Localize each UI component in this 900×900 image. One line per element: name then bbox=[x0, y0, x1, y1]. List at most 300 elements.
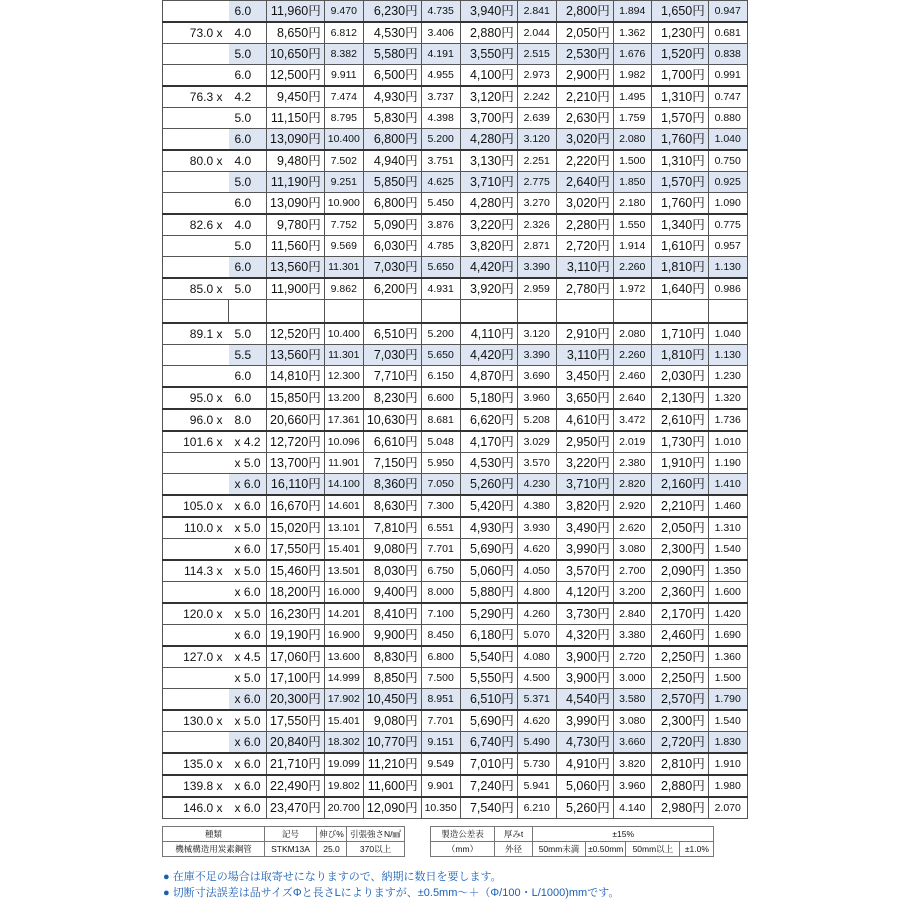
price-cell: 11,150円 bbox=[267, 108, 325, 129]
empty-cell bbox=[363, 300, 421, 324]
weight-cell: 10.400 bbox=[324, 129, 363, 151]
weight-cell: 3.820 bbox=[613, 753, 651, 775]
weight-cell: 1.500 bbox=[708, 668, 747, 689]
price-cell: 4,610円 bbox=[556, 409, 613, 431]
price-cell: 20,300円 bbox=[267, 689, 325, 711]
table-row bbox=[163, 797, 748, 819]
weight-cell: 7.701 bbox=[421, 539, 460, 561]
weight-cell: 1.540 bbox=[708, 710, 747, 732]
price-cell: 2,800円 bbox=[556, 1, 613, 23]
empty-cell bbox=[324, 300, 363, 324]
weight-cell: 1.410 bbox=[708, 474, 747, 496]
weight-cell: 5.490 bbox=[517, 732, 556, 754]
price-cell: 2,360円 bbox=[651, 582, 708, 604]
weight-cell: 9.549 bbox=[421, 753, 460, 775]
price-cell: 11,190円 bbox=[267, 172, 325, 193]
table-row bbox=[163, 278, 748, 300]
price-cell: 4,530円 bbox=[460, 453, 517, 474]
price-cell: 5,060円 bbox=[460, 560, 517, 582]
note-cut-tolerance bbox=[163, 884, 619, 900]
weight-cell: 7.500 bbox=[421, 668, 460, 689]
price-cell: 1,710円 bbox=[651, 323, 708, 345]
price-cell: 2,280円 bbox=[556, 214, 613, 236]
weight-cell: 1.676 bbox=[613, 44, 651, 65]
thickness-cell: x 5.0 bbox=[229, 517, 267, 539]
price-cell: 20,660円 bbox=[267, 409, 325, 431]
bullet-icon: ● bbox=[163, 871, 170, 883]
price-cell: 2,050円 bbox=[651, 517, 708, 539]
outer-diameter-cell: 120.0 x bbox=[163, 603, 229, 625]
weight-cell: 2.080 bbox=[613, 129, 651, 151]
note-stock-text: 在庫不足の場合は取寄せになりますので、納期に数日を要します。 bbox=[172, 871, 502, 883]
table-row bbox=[163, 474, 748, 496]
price-cell: 17,550円 bbox=[267, 710, 325, 732]
outer-diameter-cell: 105.0 x bbox=[163, 495, 229, 517]
price-cell: 6,180円 bbox=[460, 625, 517, 647]
price-cell: 7,710円 bbox=[363, 366, 421, 388]
spec-kind-value: 機械構造用炭素鋼管 bbox=[163, 842, 265, 857]
empty-cell bbox=[651, 300, 708, 324]
weight-cell: 0.838 bbox=[708, 44, 747, 65]
table-row bbox=[163, 257, 748, 279]
price-cell: 2,640円 bbox=[556, 172, 613, 193]
thickness-cell: x 6.0 bbox=[229, 753, 267, 775]
weight-cell: 0.947 bbox=[708, 1, 747, 23]
weight-cell: 10.400 bbox=[324, 323, 363, 345]
price-cell: 8,360円 bbox=[363, 474, 421, 496]
price-cell: 13,560円 bbox=[267, 345, 325, 366]
table-row bbox=[163, 732, 748, 754]
price-cell: 1,650円 bbox=[651, 1, 708, 23]
price-cell: 7,030円 bbox=[363, 345, 421, 366]
weight-cell: 6.812 bbox=[324, 22, 363, 44]
table-row bbox=[163, 409, 748, 431]
weight-cell: 2.044 bbox=[517, 22, 556, 44]
weight-cell: 5.730 bbox=[517, 753, 556, 775]
table-row bbox=[163, 1, 748, 23]
weight-cell: 1.982 bbox=[613, 65, 651, 87]
weight-cell: 6.551 bbox=[421, 517, 460, 539]
weight-cell: 3.580 bbox=[613, 689, 651, 711]
weight-cell: 1.550 bbox=[613, 214, 651, 236]
outer-diameter-cell: 135.0 x bbox=[163, 753, 229, 775]
price-cell: 16,110円 bbox=[267, 474, 325, 496]
weight-cell: 12.300 bbox=[324, 366, 363, 388]
note-stock bbox=[163, 868, 502, 884]
weight-cell: 1.040 bbox=[708, 129, 747, 151]
weight-cell: 1.759 bbox=[613, 108, 651, 129]
table-row bbox=[163, 646, 748, 668]
tol-under-value: ±0.50mm bbox=[586, 842, 626, 857]
outer-diameter-cell: 80.0 x bbox=[163, 150, 229, 172]
empty-cell bbox=[267, 300, 325, 324]
outer-diameter-cell bbox=[163, 453, 229, 474]
price-cell: 3,730円 bbox=[556, 603, 613, 625]
weight-cell: 2.019 bbox=[613, 431, 651, 453]
thickness-cell: x 6.0 bbox=[229, 582, 267, 604]
spec-kind-label: 種類 bbox=[163, 827, 265, 842]
thickness-cell: 6.0 bbox=[229, 387, 267, 409]
weight-cell: 2.180 bbox=[613, 193, 651, 215]
outer-diameter-cell: 139.8 x bbox=[163, 775, 229, 797]
thickness-cell: 4.0 bbox=[229, 214, 267, 236]
weight-cell: 0.925 bbox=[708, 172, 747, 193]
price-cell: 3,920円 bbox=[460, 278, 517, 300]
weight-cell: 3.737 bbox=[421, 86, 460, 108]
weight-cell: 2.973 bbox=[517, 65, 556, 87]
weight-cell: 2.326 bbox=[517, 214, 556, 236]
table-row bbox=[163, 668, 748, 689]
thickness-cell: 4.0 bbox=[229, 150, 267, 172]
table-row bbox=[163, 603, 748, 625]
weight-cell: 2.700 bbox=[613, 560, 651, 582]
price-cell: 6,200円 bbox=[363, 278, 421, 300]
weight-cell: 11.301 bbox=[324, 345, 363, 366]
weight-cell: 0.991 bbox=[708, 65, 747, 87]
price-cell: 2,720円 bbox=[556, 236, 613, 257]
table-row bbox=[163, 539, 748, 561]
weight-cell: 4.230 bbox=[517, 474, 556, 496]
weight-cell: 2.380 bbox=[613, 453, 651, 474]
thickness-cell: 8.0 bbox=[229, 409, 267, 431]
thickness-cell: 6.0 bbox=[229, 1, 267, 23]
tol-pct: ±15% bbox=[533, 827, 714, 842]
thickness-cell: x 6.0 bbox=[229, 797, 267, 819]
price-cell: 11,600円 bbox=[363, 775, 421, 797]
weight-cell: 2.242 bbox=[517, 86, 556, 108]
price-cell: 4,540円 bbox=[556, 689, 613, 711]
price-cell: 5,690円 bbox=[460, 539, 517, 561]
outer-diameter-cell bbox=[163, 1, 229, 23]
weight-cell: 0.986 bbox=[708, 278, 747, 300]
weight-cell: 2.260 bbox=[613, 345, 651, 366]
price-cell: 5,580円 bbox=[363, 44, 421, 65]
price-cell: 6,510円 bbox=[363, 323, 421, 345]
price-cell: 13,560円 bbox=[267, 257, 325, 279]
price-cell: 5,540円 bbox=[460, 646, 517, 668]
weight-cell: 1.460 bbox=[708, 495, 747, 517]
price-cell: 4,170円 bbox=[460, 431, 517, 453]
price-cell: 12,500円 bbox=[267, 65, 325, 87]
outer-diameter-cell bbox=[163, 625, 229, 647]
weight-cell: 8.000 bbox=[421, 582, 460, 604]
thickness-cell: 6.0 bbox=[229, 366, 267, 388]
weight-cell: 3.390 bbox=[517, 257, 556, 279]
price-cell: 6,230円 bbox=[363, 1, 421, 23]
weight-cell: 17.361 bbox=[324, 409, 363, 431]
outer-diameter-cell bbox=[163, 539, 229, 561]
price-cell: 2,090円 bbox=[651, 560, 708, 582]
price-cell: 6,500円 bbox=[363, 65, 421, 87]
price-cell: 1,700円 bbox=[651, 65, 708, 87]
outer-diameter-cell: 101.6 x bbox=[163, 431, 229, 453]
weight-cell: 11.301 bbox=[324, 257, 363, 279]
weight-cell: 4.260 bbox=[517, 603, 556, 625]
empty-cell bbox=[613, 300, 651, 324]
weight-cell: 14.201 bbox=[324, 603, 363, 625]
price-cell: 5,060円 bbox=[556, 775, 613, 797]
price-cell: 1,310円 bbox=[651, 150, 708, 172]
over50-label: 50mm以上 bbox=[626, 842, 680, 857]
weight-cell: 3.960 bbox=[613, 775, 651, 797]
weight-cell: 14.999 bbox=[324, 668, 363, 689]
weight-cell: 8.795 bbox=[324, 108, 363, 129]
outer-label: 外径 bbox=[495, 842, 533, 857]
thickness-cell: x 5.0 bbox=[229, 668, 267, 689]
weight-cell: 5.208 bbox=[517, 409, 556, 431]
weight-cell: 15.401 bbox=[324, 710, 363, 732]
outer-diameter-cell: 73.0 x bbox=[163, 22, 229, 44]
price-cell: 6,620円 bbox=[460, 409, 517, 431]
price-cell: 5,260円 bbox=[556, 797, 613, 819]
spec-header-row bbox=[163, 827, 714, 842]
price-cell: 7,810円 bbox=[363, 517, 421, 539]
weight-cell: 2.775 bbox=[517, 172, 556, 193]
price-cell: 2,170円 bbox=[651, 603, 708, 625]
weight-cell: 13.101 bbox=[324, 517, 363, 539]
weight-cell: 3.390 bbox=[517, 345, 556, 366]
table-row bbox=[163, 517, 748, 539]
price-cell: 6,510円 bbox=[460, 689, 517, 711]
table-row bbox=[163, 625, 748, 647]
price-cell: 4,420円 bbox=[460, 257, 517, 279]
weight-cell: 8.681 bbox=[421, 409, 460, 431]
outer-diameter-cell: 146.0 x bbox=[163, 797, 229, 819]
price-cell: 2,250円 bbox=[651, 646, 708, 668]
weight-cell: 2.251 bbox=[517, 150, 556, 172]
weight-cell: 1.500 bbox=[613, 150, 651, 172]
weight-cell: 4.800 bbox=[517, 582, 556, 604]
weight-cell: 1.350 bbox=[708, 560, 747, 582]
price-cell: 1,810円 bbox=[651, 345, 708, 366]
price-cell: 3,710円 bbox=[460, 172, 517, 193]
price-cell: 2,210円 bbox=[651, 495, 708, 517]
price-cell: 1,340円 bbox=[651, 214, 708, 236]
price-cell: 1,730円 bbox=[651, 431, 708, 453]
outer-diameter-cell bbox=[163, 474, 229, 496]
price-cell: 5,090円 bbox=[363, 214, 421, 236]
weight-cell: 0.880 bbox=[708, 108, 747, 129]
weight-cell: 1.310 bbox=[708, 517, 747, 539]
thickness-cell: 6.0 bbox=[229, 65, 267, 87]
thickness-cell: 5.0 bbox=[229, 278, 267, 300]
weight-cell: 13.600 bbox=[324, 646, 363, 668]
price-cell: 4,120円 bbox=[556, 582, 613, 604]
price-cell: 3,990円 bbox=[556, 539, 613, 561]
weight-cell: 1.540 bbox=[708, 539, 747, 561]
spec-table bbox=[162, 826, 714, 857]
price-cell: 3,220円 bbox=[460, 214, 517, 236]
weight-cell: 7.300 bbox=[421, 495, 460, 517]
price-cell: 13,090円 bbox=[267, 193, 325, 215]
price-cell: 2,220円 bbox=[556, 150, 613, 172]
price-cell: 1,570円 bbox=[651, 172, 708, 193]
price-cell: 8,410円 bbox=[363, 603, 421, 625]
price-cell: 2,980円 bbox=[651, 797, 708, 819]
weight-cell: 8.382 bbox=[324, 44, 363, 65]
weight-cell: 1.040 bbox=[708, 323, 747, 345]
outer-diameter-cell: 95.0 x bbox=[163, 387, 229, 409]
price-cell: 2,030円 bbox=[651, 366, 708, 388]
weight-cell: 5.941 bbox=[517, 775, 556, 797]
outer-diameter-cell: 82.6 x bbox=[163, 214, 229, 236]
weight-cell: 1.736 bbox=[708, 409, 747, 431]
price-cell: 15,460円 bbox=[267, 560, 325, 582]
weight-cell: 6.150 bbox=[421, 366, 460, 388]
price-cell: 4,320円 bbox=[556, 625, 613, 647]
price-cell: 3,490円 bbox=[556, 517, 613, 539]
weight-cell: 3.472 bbox=[613, 409, 651, 431]
price-cell: 4,100円 bbox=[460, 65, 517, 87]
weight-cell: 20.700 bbox=[324, 797, 363, 819]
price-cell: 5,550円 bbox=[460, 668, 517, 689]
weight-cell: 2.460 bbox=[613, 366, 651, 388]
price-cell: 3,700円 bbox=[460, 108, 517, 129]
price-cell: 7,030円 bbox=[363, 257, 421, 279]
table-row bbox=[163, 129, 748, 151]
weight-cell: 9.470 bbox=[324, 1, 363, 23]
price-cell: 8,630円 bbox=[363, 495, 421, 517]
table-row bbox=[163, 86, 748, 108]
weight-cell: 4.735 bbox=[421, 1, 460, 23]
price-cell: 5,420円 bbox=[460, 495, 517, 517]
thickness-cell: x 5.0 bbox=[229, 453, 267, 474]
price-cell: 2,530円 bbox=[556, 44, 613, 65]
price-cell: 3,820円 bbox=[460, 236, 517, 257]
weight-cell: 2.260 bbox=[613, 257, 651, 279]
weight-cell: 2.820 bbox=[613, 474, 651, 496]
weight-cell: 1.360 bbox=[708, 646, 747, 668]
weight-cell: 4.398 bbox=[421, 108, 460, 129]
spec-gap bbox=[405, 842, 431, 857]
outer-diameter-cell bbox=[163, 732, 229, 754]
price-cell: 7,540円 bbox=[460, 797, 517, 819]
price-cell: 17,060円 bbox=[267, 646, 325, 668]
weight-cell: 4.140 bbox=[613, 797, 651, 819]
weight-cell: 2.070 bbox=[708, 797, 747, 819]
weight-cell: 0.957 bbox=[708, 236, 747, 257]
outer-diameter-cell bbox=[163, 193, 229, 215]
weight-cell: 4.955 bbox=[421, 65, 460, 87]
weight-cell: 3.120 bbox=[517, 129, 556, 151]
price-cell: 5,880円 bbox=[460, 582, 517, 604]
weight-cell: 3.029 bbox=[517, 431, 556, 453]
thickness-cell: x 5.0 bbox=[229, 560, 267, 582]
price-cell: 7,010円 bbox=[460, 753, 517, 775]
thickness-cell: x 6.0 bbox=[229, 689, 267, 711]
weight-cell: 5.200 bbox=[421, 323, 460, 345]
price-cell: 16,230円 bbox=[267, 603, 325, 625]
weight-cell: 4.931 bbox=[421, 278, 460, 300]
price-cell: 3,020円 bbox=[556, 129, 613, 151]
price-cell: 3,900円 bbox=[556, 646, 613, 668]
price-cell: 2,900円 bbox=[556, 65, 613, 87]
weight-cell: 5.650 bbox=[421, 257, 460, 279]
table-row bbox=[163, 689, 748, 711]
weight-cell: 3.570 bbox=[517, 453, 556, 474]
price-cell: 22,490円 bbox=[267, 775, 325, 797]
price-cell: 15,850円 bbox=[267, 387, 325, 409]
price-cell: 12,720円 bbox=[267, 431, 325, 453]
weight-cell: 3.751 bbox=[421, 150, 460, 172]
weight-cell: 16.900 bbox=[324, 625, 363, 647]
price-cell: 3,220円 bbox=[556, 453, 613, 474]
table-row bbox=[163, 495, 748, 517]
price-cell: 8,830円 bbox=[363, 646, 421, 668]
weight-cell: 4.620 bbox=[517, 710, 556, 732]
weight-cell: 9.862 bbox=[324, 278, 363, 300]
price-cell: 2,880円 bbox=[460, 22, 517, 44]
thickness-cell: 4.0 bbox=[229, 22, 267, 44]
weight-cell: 4.620 bbox=[517, 539, 556, 561]
weight-cell: 9.901 bbox=[421, 775, 460, 797]
price-cell: 3,110円 bbox=[556, 345, 613, 366]
weight-cell: 5.371 bbox=[517, 689, 556, 711]
weight-cell: 5.200 bbox=[421, 129, 460, 151]
weight-cell: 2.871 bbox=[517, 236, 556, 257]
weight-cell: 7.701 bbox=[421, 710, 460, 732]
table-row bbox=[163, 453, 748, 474]
tol-over-value: ±1.0% bbox=[680, 842, 714, 857]
price-cell: 3,650円 bbox=[556, 387, 613, 409]
thickness-cell: 5.0 bbox=[229, 44, 267, 65]
weight-cell: 10.096 bbox=[324, 431, 363, 453]
price-cell: 8,030円 bbox=[363, 560, 421, 582]
weight-cell: 1.790 bbox=[708, 689, 747, 711]
price-cell: 10,650円 bbox=[267, 44, 325, 65]
weight-cell: 7.050 bbox=[421, 474, 460, 496]
price-cell: 3,710円 bbox=[556, 474, 613, 496]
table-row bbox=[163, 44, 748, 65]
table-row bbox=[163, 560, 748, 582]
price-cell: 1,610円 bbox=[651, 236, 708, 257]
price-cell: 1,760円 bbox=[651, 193, 708, 215]
weight-cell: 9.569 bbox=[324, 236, 363, 257]
thickness-cell: 4.2 bbox=[229, 86, 267, 108]
weight-cell: 2.515 bbox=[517, 44, 556, 65]
price-cell: 5,260円 bbox=[460, 474, 517, 496]
weight-cell: 1.972 bbox=[613, 278, 651, 300]
outer-diameter-cell: 127.0 x bbox=[163, 646, 229, 668]
weight-cell: 8.951 bbox=[421, 689, 460, 711]
outer-diameter-cell bbox=[163, 65, 229, 87]
table-row bbox=[163, 345, 748, 366]
weight-cell: 1.090 bbox=[708, 193, 747, 215]
thickness-cell: 5.0 bbox=[229, 236, 267, 257]
price-cell: 2,300円 bbox=[651, 710, 708, 732]
price-table bbox=[162, 0, 748, 819]
price-cell: 1,760円 bbox=[651, 129, 708, 151]
weight-cell: 2.920 bbox=[613, 495, 651, 517]
price-cell: 20,840円 bbox=[267, 732, 325, 754]
weight-cell: 2.720 bbox=[613, 646, 651, 668]
table-row bbox=[163, 323, 748, 345]
weight-cell: 1.190 bbox=[708, 453, 747, 474]
weight-cell: 3.270 bbox=[517, 193, 556, 215]
table-row bbox=[163, 431, 748, 453]
outer-diameter-cell: 89.1 x bbox=[163, 323, 229, 345]
price-cell: 2,610円 bbox=[651, 409, 708, 431]
tol-label: 製造公差表 bbox=[431, 827, 495, 842]
price-cell: 17,550円 bbox=[267, 539, 325, 561]
thickness-cell: 5.0 bbox=[229, 323, 267, 345]
price-cell: 5,850円 bbox=[363, 172, 421, 193]
weight-cell: 6.750 bbox=[421, 560, 460, 582]
price-cell: 8,850円 bbox=[363, 668, 421, 689]
price-cell: 6,610円 bbox=[363, 431, 421, 453]
weight-cell: 9.151 bbox=[421, 732, 460, 754]
outer-diameter-cell bbox=[163, 44, 229, 65]
